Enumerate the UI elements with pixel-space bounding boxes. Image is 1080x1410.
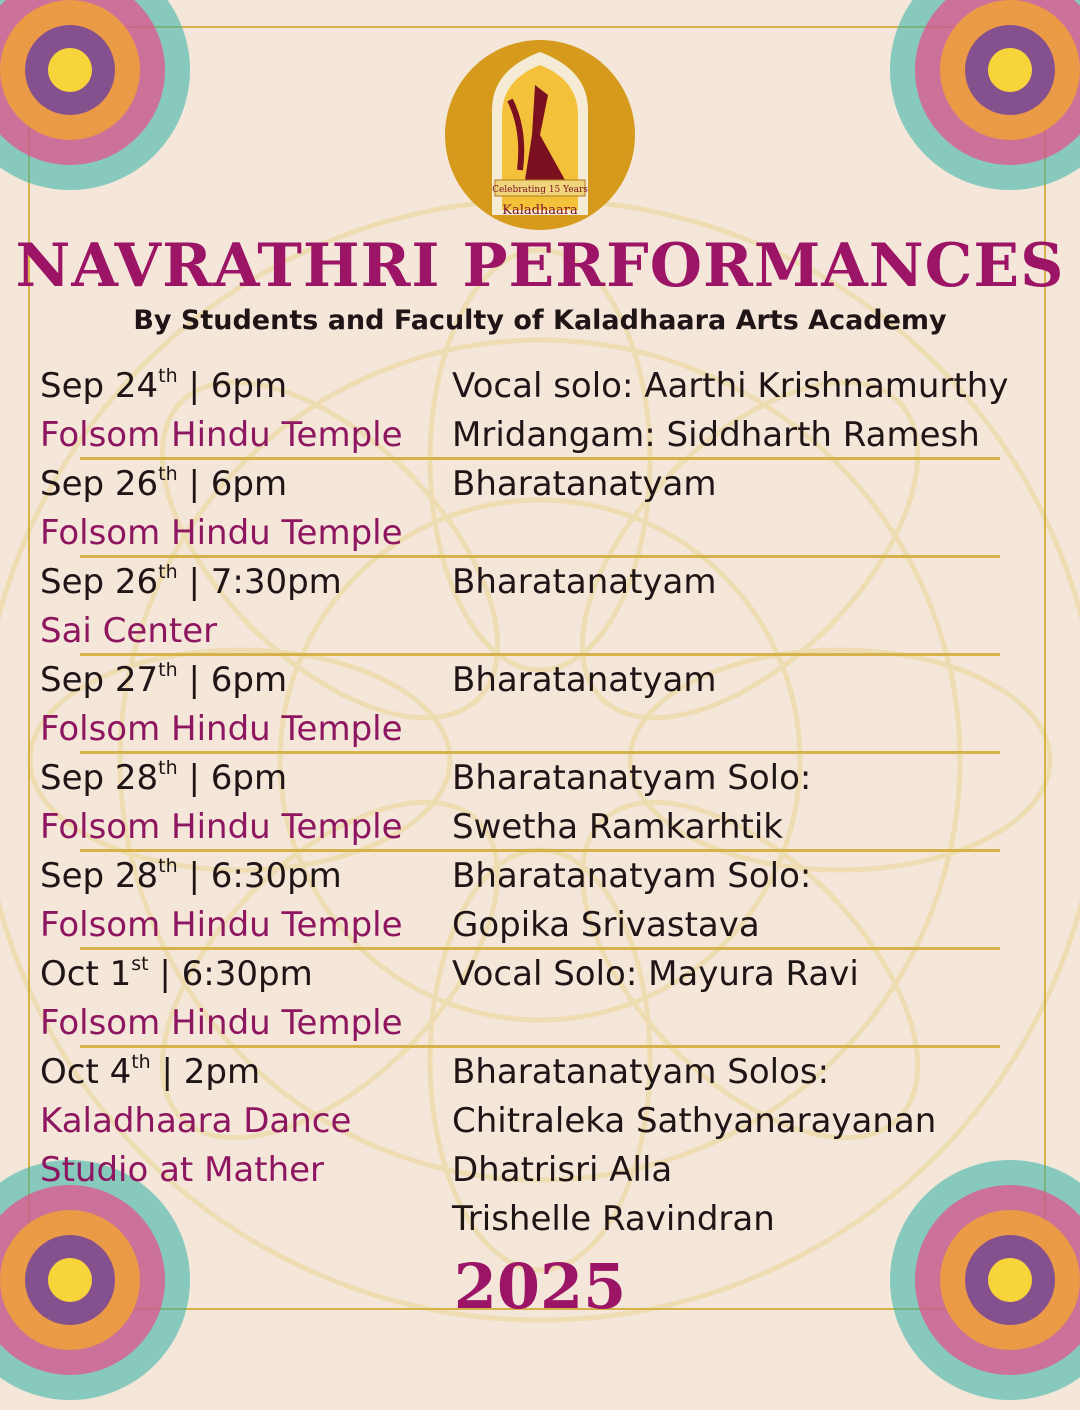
event-date [40, 950, 440, 999]
event-venue: Folsom Hindu Temple [40, 905, 403, 945]
event-time: | 2pm [150, 1052, 261, 1092]
program-line: Trishelle Ravindran [452, 1199, 775, 1239]
event-date [40, 656, 440, 705]
corner-mandala-top-right [880, 0, 1080, 200]
event-program [452, 950, 1052, 999]
event-program [452, 754, 1052, 852]
program-line: Bharatanatyam Solos: [452, 1052, 830, 1092]
event-day: Sep 26 [40, 562, 159, 602]
event-day-suffix: th [158, 463, 178, 485]
event-day-suffix: th [158, 561, 178, 583]
event-when-where [40, 950, 440, 1048]
program-line: Bharatanatyam Solo: [452, 758, 812, 798]
event-day: Sep 27 [40, 660, 159, 700]
event-date [40, 362, 440, 411]
event-when-where [40, 460, 440, 558]
program-line: Gopika Srivastava [452, 905, 760, 945]
program-line: Vocal solo: Aarthi Krishnamurthy [452, 366, 1009, 406]
event-day: Sep 24 [40, 366, 159, 406]
event-day: Sep 26 [40, 464, 159, 504]
schedule-row [0, 656, 1080, 754]
event-when-where [40, 754, 440, 852]
event-day-suffix: st [131, 953, 149, 975]
schedule-row [0, 1048, 1080, 1244]
schedule-row [0, 950, 1080, 1048]
event-date [40, 460, 440, 509]
program-line: Mridangam: Siddharth Ramesh [452, 415, 980, 455]
event-program [452, 852, 1052, 950]
kaladhaara-logo [440, 40, 640, 230]
event-time: | 6pm [177, 660, 288, 700]
page-title: NAVRATHRI PERFORMANCES [15, 231, 1065, 301]
event-date [40, 1048, 440, 1097]
event-venue: Folsom Hindu Temple [40, 807, 403, 847]
page-subtitle: By Students and Faculty of Kaladhaara Arts Academy [133, 305, 947, 336]
program-line: Swetha Ramkarhtik [452, 807, 783, 847]
schedule-row [0, 558, 1080, 656]
program-line: Bharatanatyam [452, 562, 717, 602]
program-line: Dhatrisri Alla [452, 1150, 673, 1190]
event-program [452, 1048, 1052, 1244]
event-venue: Folsom Hindu Temple [40, 513, 403, 553]
program-line: Bharatanatyam [452, 464, 717, 504]
event-when-where [40, 558, 440, 656]
event-venue: Folsom Hindu Temple [40, 1003, 403, 1043]
schedule-list [0, 362, 1080, 1244]
event-venue: Sai Center [40, 611, 218, 651]
event-day: Sep 28 [40, 758, 159, 798]
event-venue: Folsom Hindu Temple [40, 415, 403, 455]
schedule-row [0, 362, 1080, 460]
event-program [452, 558, 1052, 607]
event-venue: Folsom Hindu Temple [40, 709, 403, 749]
event-date [40, 852, 440, 901]
event-when-where [40, 1048, 440, 1195]
event-day: Oct 4 [40, 1052, 132, 1092]
svg-text:Celebrating 15 Years: Celebrating 15 Years [492, 185, 588, 195]
event-time: | 7:30pm [177, 562, 342, 602]
program-line: Bharatanatyam [452, 660, 717, 700]
event-date [40, 754, 440, 803]
schedule-row [0, 460, 1080, 558]
event-program [452, 460, 1052, 509]
event-time: | 6pm [177, 464, 288, 504]
event-when-where [40, 852, 440, 950]
event-day: Sep 28 [40, 856, 159, 896]
event-date [40, 558, 440, 607]
event-time: | 6pm [177, 758, 288, 798]
svg-text:Kaladhaara: Kaladhaara [502, 203, 578, 218]
event-time: | 6pm [177, 366, 288, 406]
schedule-row [0, 852, 1080, 950]
event-day-suffix: th [158, 659, 178, 681]
event-program [452, 656, 1052, 705]
corner-mandala-top-left [0, 0, 200, 200]
event-when-where [40, 656, 440, 754]
event-day: Oct 1 [40, 954, 132, 994]
event-venue: Kaladhaara Dance [40, 1101, 352, 1141]
program-line: Chitraleka Sathyanarayanan [452, 1101, 937, 1141]
program-line: Vocal Solo: Mayura Ravi [452, 954, 859, 994]
event-venue: Studio at Mather [40, 1150, 325, 1190]
event-day-suffix: th [131, 1051, 151, 1073]
event-time: | 6:30pm [148, 954, 313, 994]
event-time: | 6:30pm [177, 856, 342, 896]
event-when-where [40, 362, 440, 460]
event-program [452, 362, 1052, 460]
year-label: 2025 [453, 1250, 627, 1323]
event-day-suffix: th [158, 757, 178, 779]
event-day-suffix: th [158, 365, 178, 387]
program-line: Bharatanatyam Solo: [452, 856, 812, 896]
event-day-suffix: th [158, 855, 178, 877]
schedule-row [0, 754, 1080, 852]
